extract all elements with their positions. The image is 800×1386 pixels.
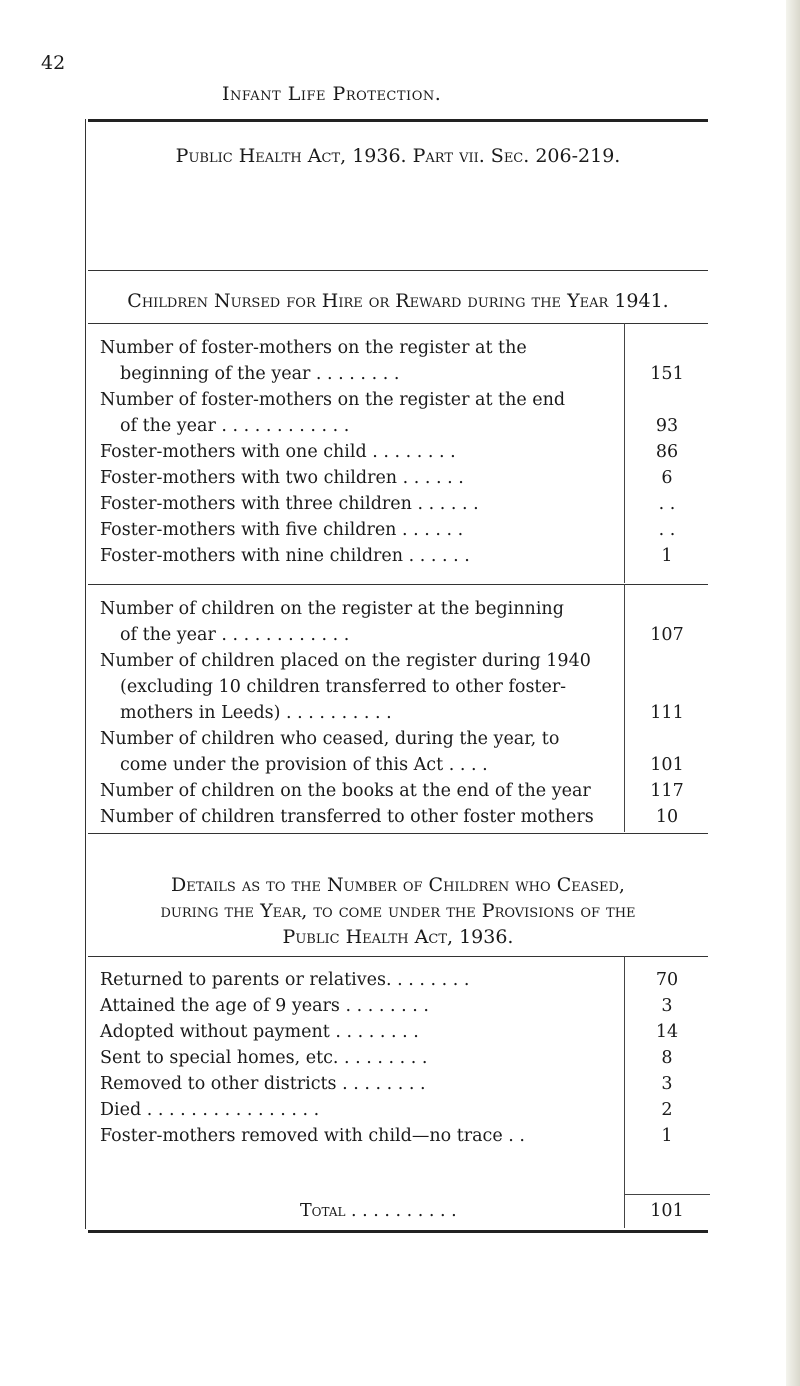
children-row: [100, 596, 708, 622]
running-title: Infant Life Protection.: [222, 83, 442, 105]
foster-mothers-label: of the year . . . . . . . . . . . .: [120, 416, 350, 436]
foster-mothers-row: [100, 439, 708, 465]
children-label: Number of children transferred to other foster mothers: [100, 807, 594, 827]
children-label: (excluding 10 children transferred to other foster-: [120, 677, 567, 697]
total-label: Total . . . . . . . . . .: [300, 1201, 457, 1221]
details-value: 3: [661, 1074, 673, 1094]
foster-mothers-row: [100, 387, 708, 413]
children-row: [100, 674, 708, 700]
foster-mothers-label: Foster-mothers with two children . . . . . .: [100, 468, 464, 488]
children-row: [100, 752, 708, 778]
rule-after-section-title: [88, 323, 708, 324]
details-row: [100, 967, 708, 993]
details-label: Sent to special homes, etc. . . . . . . . .: [100, 1048, 428, 1068]
act-title: Public Health Act, 1936. Part vii. Sec. 206-219.: [175, 145, 621, 167]
children-label: Number of children on the books at the end of the year: [100, 781, 591, 801]
foster-mothers-value: 93: [655, 416, 679, 436]
children-label: Number of children placed on the register during 1940: [100, 651, 591, 671]
foster-mothers-value: 151: [650, 364, 684, 384]
page-edge-shadow: [786, 0, 800, 1386]
children-row: [100, 804, 708, 830]
foster-mothers-label: Number of foster-mothers on the register at the: [100, 338, 527, 358]
foster-mothers-row: [100, 413, 708, 439]
details-value: 2: [661, 1100, 673, 1120]
rule-after-foster-mothers: [88, 584, 708, 585]
page-number: 42: [41, 52, 66, 74]
details-title: [88, 872, 708, 950]
children-value: 107: [650, 625, 684, 645]
foster-mothers-label: Foster-mothers with nine children . . . . . .: [100, 546, 470, 566]
foster-mothers-label: Number of foster-mothers on the register at the end: [100, 390, 566, 410]
rule-after-act-title: [88, 270, 708, 271]
details-label: Foster-mothers removed with child—no trace . .: [100, 1126, 525, 1146]
foster-mothers-label: beginning of the year . . . . . . . .: [120, 364, 400, 384]
foster-mothers-value: . .: [658, 520, 676, 540]
foster-mothers-row: [100, 335, 708, 361]
children-value: 111: [650, 703, 684, 723]
foster-mothers-value: 6: [661, 468, 673, 488]
details-label: Adopted without payment . . . . . . . .: [100, 1022, 419, 1042]
section-title: Children Nursed for Hire or Reward during the Year 1941.: [127, 290, 669, 312]
foster-mothers-value: . .: [658, 494, 676, 514]
children-value: 101: [650, 755, 684, 775]
details-label: Died . . . . . . . . . . . . . . . .: [100, 1100, 320, 1120]
details-row: [100, 1123, 708, 1149]
children-label: of the year . . . . . . . . . . . .: [120, 625, 350, 645]
details-label: Attained the age of 9 years . . . . . . . .: [100, 996, 429, 1016]
foster-mothers-label: Foster-mothers with three children . . . . . .: [100, 494, 479, 514]
details-row: [100, 993, 708, 1019]
children-row: [100, 622, 708, 648]
foster-mothers-label: Foster-mothers with one child . . . . . . . .: [100, 442, 456, 462]
foster-mothers-row: [100, 491, 708, 517]
rule-after-details-title: [88, 956, 708, 957]
details-title-line: Details as to the Number of Children who Ceased,: [171, 874, 625, 896]
children-value: 10: [655, 807, 679, 827]
children-label: mothers in Leeds) . . . . . . . . . .: [120, 703, 392, 723]
table-left-border: [85, 119, 86, 1229]
children-value: 117: [650, 781, 684, 801]
details-row: [100, 1097, 708, 1123]
details-value: 3: [661, 996, 673, 1016]
details-row: [100, 1071, 708, 1097]
foster-mothers-value: 86: [655, 442, 679, 462]
children-row: [100, 726, 708, 752]
details-value: 8: [661, 1048, 673, 1068]
total-value: 101: [650, 1201, 684, 1221]
children-row: [100, 648, 708, 674]
details-value: 70: [655, 970, 679, 990]
foster-mothers-row: [100, 361, 708, 387]
foster-mothers-row: [100, 543, 708, 569]
children-label: Number of children on the register at the beginning: [100, 599, 564, 619]
details-label: Returned to parents or relatives. . . . . . . .: [100, 970, 470, 990]
details-title-line: during the Year, to come under the Provisions of the: [160, 900, 636, 922]
details-label: Removed to other districts . . . . . . . .: [100, 1074, 426, 1094]
foster-mothers-row: [100, 517, 708, 543]
children-row: [100, 778, 708, 804]
foster-mothers-label: Foster-mothers with five children . . . . . .: [100, 520, 464, 540]
details-title-line: Public Health Act, 1936.: [282, 926, 514, 948]
details-row: [100, 1045, 708, 1071]
rule-after-children: [88, 833, 708, 834]
foster-mothers-value: 1: [661, 546, 673, 566]
details-row: [100, 1019, 708, 1045]
children-label: Number of children who ceased, during the year, to: [100, 729, 560, 749]
children-row: [100, 700, 708, 726]
details-value: 14: [655, 1022, 679, 1042]
details-value: 1: [661, 1126, 673, 1146]
foster-mothers-row: [100, 465, 708, 491]
total-rule: [624, 1194, 710, 1195]
children-label: come under the provision of this Act . . . .: [120, 755, 488, 775]
